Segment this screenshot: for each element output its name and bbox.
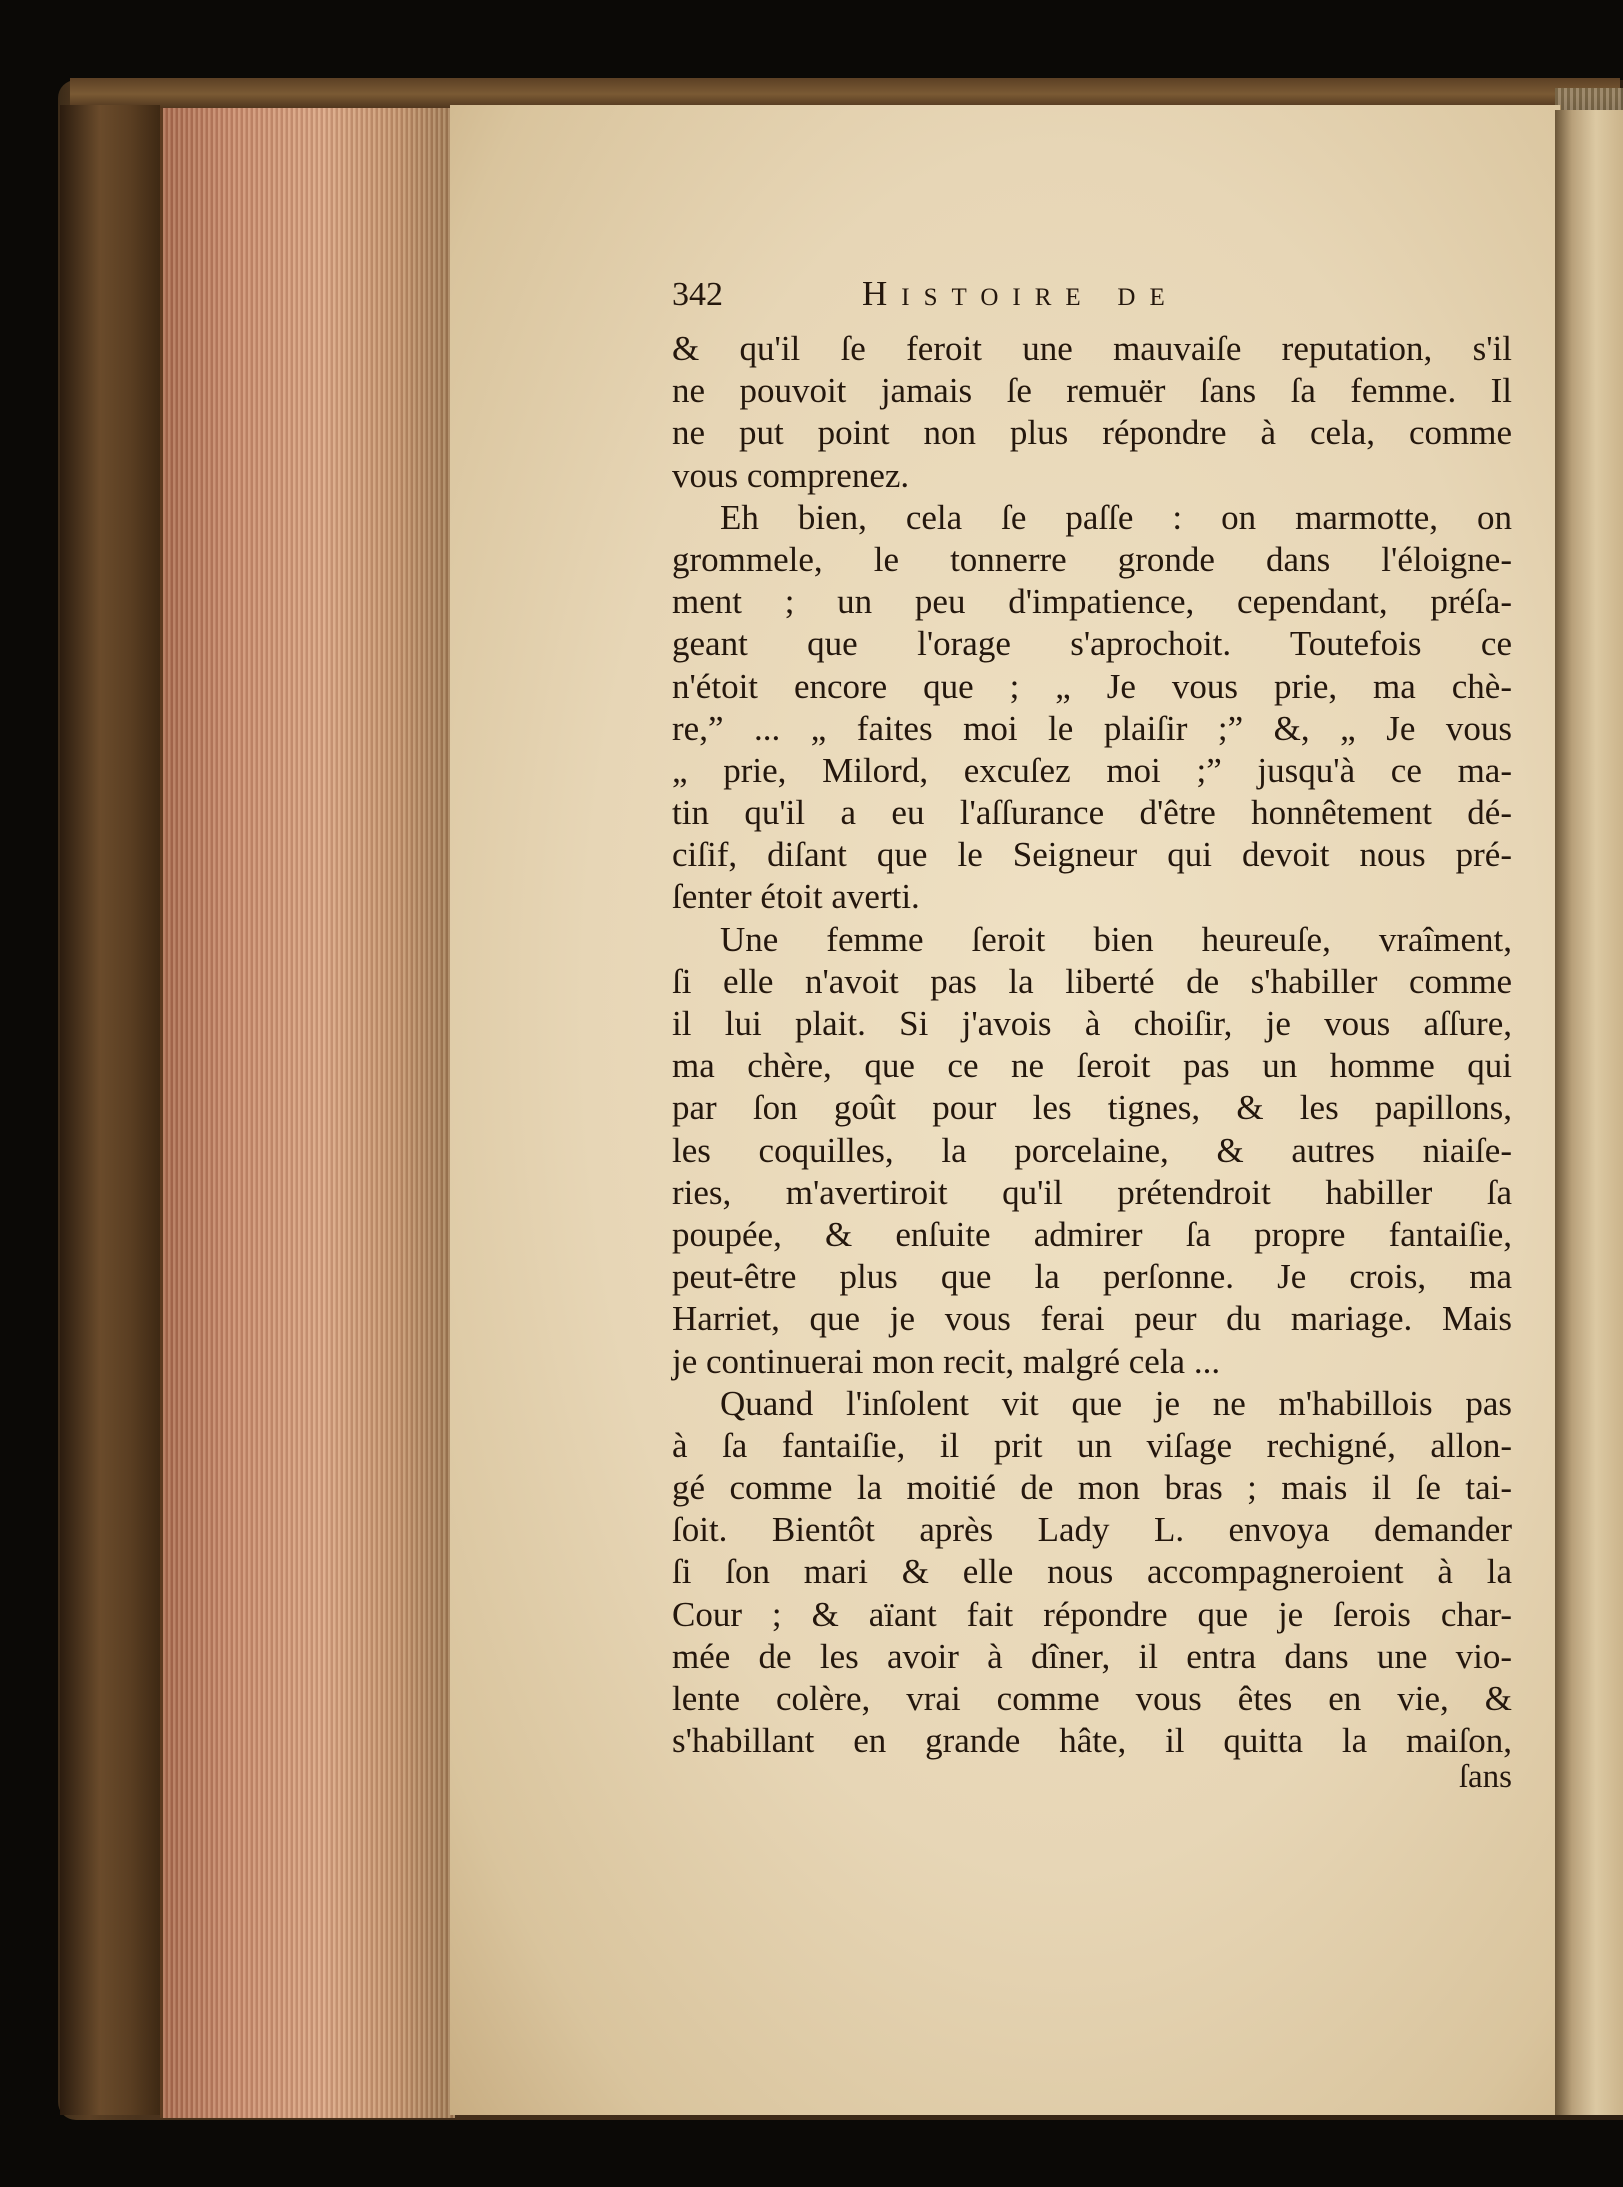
- text-line: gé comme la moitié de mon bras ; mais il ſe tai-: [672, 1468, 1512, 1508]
- text-line: re,” ... „ faites moi le plaiſir ;” &, „ Je vous: [672, 708, 1512, 748]
- text-line: Quand l'inſolent vit que je ne m'habillois pas: [720, 1383, 1512, 1423]
- text-line: ſi ſon mari & elle nous accompagneroient à la: [672, 1552, 1512, 1592]
- text-line: geant que l'orage s'aprochoit. Toutefois ce: [672, 624, 1512, 664]
- text-line: ſenter étoit averti.: [672, 877, 920, 917]
- text-line: lente colère, vrai comme vous êtes en vie, &: [672, 1679, 1512, 1718]
- text-line: poupée, & enſuite admirer ſa propre fantaiſie,: [672, 1214, 1512, 1254]
- text-line: à ſa fantaiſie, il prit un viſage rechigné, allon-: [672, 1425, 1512, 1465]
- page-body: [672, 328, 1512, 1762]
- text-line: ries, m'avertiroit qu'il prétendroit habiller ſa: [672, 1172, 1512, 1212]
- page-text-block: [672, 270, 1512, 1798]
- facing-page-sliver: [1555, 110, 1623, 2115]
- text-line: ment ; un peu d'impatience, cependant, préſa-: [672, 582, 1512, 622]
- text-line: s'habillant en grande hâte, il quitta la maiſon,: [672, 1721, 1512, 1761]
- text-line: Eh bien, cela ſe paſſe : on marmotte, on: [720, 497, 1512, 537]
- text-line: Cour ; & aïant fait répondre que je ſerois char-: [672, 1594, 1512, 1634]
- text-line: & qu'il ſe feroit une mauvaiſe reputation, s'il: [672, 329, 1512, 368]
- text-line: il lui plait. Si j'avois à choiſir, je vous aſſure,: [672, 1004, 1512, 1043]
- page-edges-stack: [160, 108, 455, 2118]
- catchword: ſans: [1458, 1759, 1512, 1796]
- running-head: Histoire de: [862, 274, 1179, 313]
- text-line: ciſif, diſant que le Seigneur qui devoit nous pré-: [672, 835, 1512, 875]
- text-line: ſi elle n'avoit pas la liberté de s'habiller comme: [672, 961, 1512, 1001]
- text-line: les coquilles, la porcelaine, & autres niaiſe-: [672, 1130, 1512, 1170]
- text-line: n'étoit encore que ; „ Je vous prie, ma chè-: [672, 666, 1512, 706]
- text-line: vous comprenez.: [672, 455, 910, 495]
- book-spine-edge: [60, 105, 160, 2115]
- text-line: Harriet, que je vous ferai peur du mariage. Mais: [672, 1299, 1512, 1339]
- text-line: grommele, le tonnerre gronde dans l'éloigne-: [672, 539, 1512, 579]
- text-line: peut-être plus que la perſonne. Je crois, ma: [672, 1257, 1512, 1297]
- text-line: par ſon goût pour les tignes, & les papillons,: [672, 1088, 1512, 1128]
- text-line: mée de les avoir à dîner, il entra dans une vio-: [672, 1636, 1512, 1676]
- text-line: je continuerai mon recit, malgré cela ...: [672, 1341, 1221, 1381]
- page-header: [672, 270, 1512, 328]
- text-line: ne put point non plus répondre à cela, comme: [672, 413, 1512, 453]
- text-line: tin qu'il a eu l'aſſurance d'être honnêtement dé-: [672, 793, 1512, 833]
- text-line: „ prie, Milord, excuſez moi ;” jusqu'à ce ma-: [672, 750, 1512, 790]
- text-line: ne pouvoit jamais ſe remuër ſans ſa femme. Il: [672, 371, 1512, 411]
- text-line: Une femme ſeroit bien heureuſe, vraîment,: [720, 919, 1512, 959]
- page-number: 342: [672, 276, 723, 313]
- text-line: ma chère, que ce ne ſeroit pas un homme qui: [672, 1046, 1512, 1086]
- text-line: ſoit. Bientôt après Lady L. envoya demander: [672, 1510, 1512, 1550]
